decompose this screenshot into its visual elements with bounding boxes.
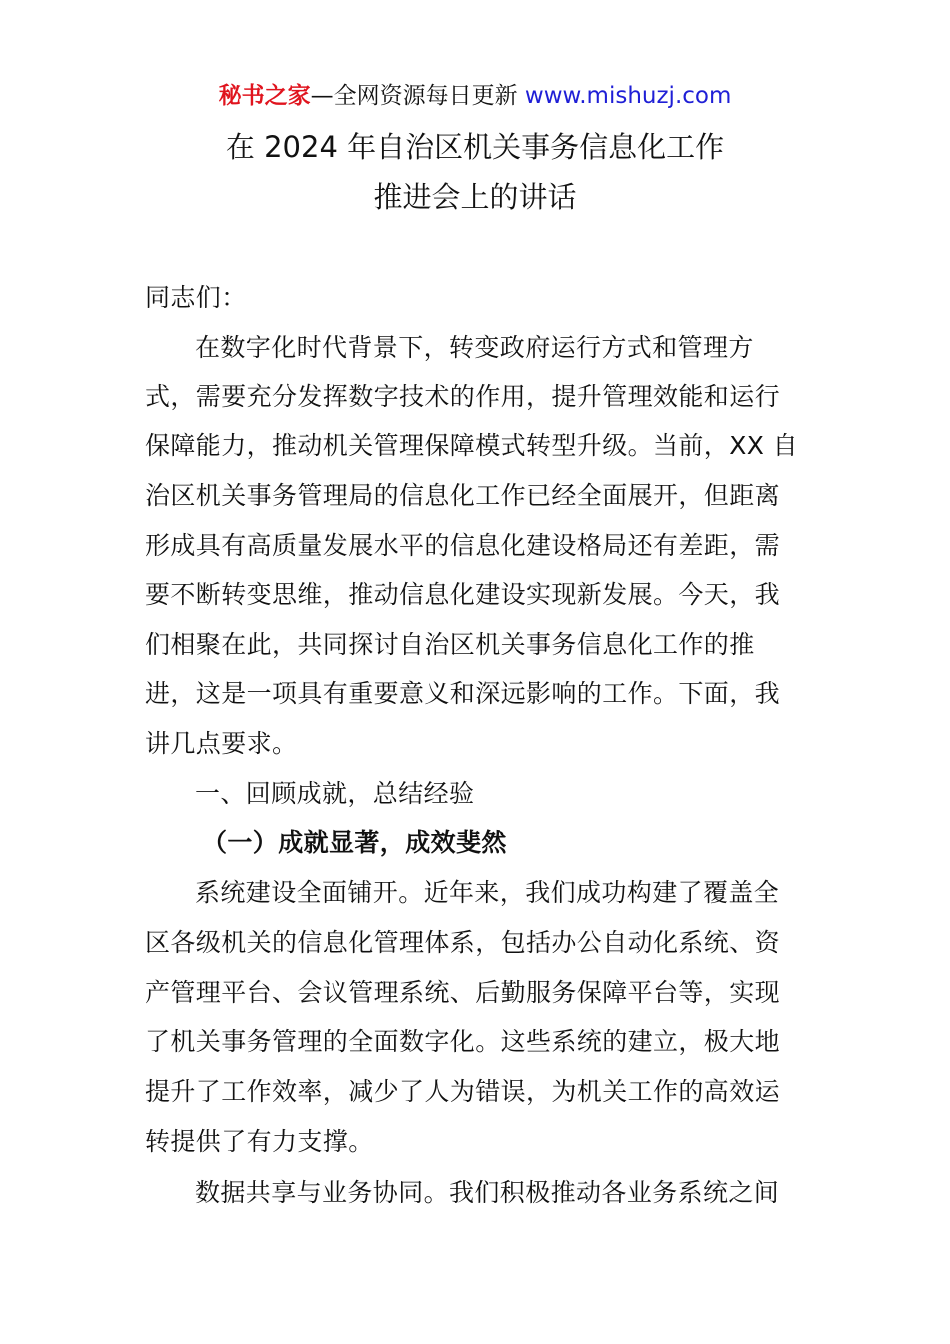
paragraph-line: 式，需要充分发挥数字技术的作用，提升管理效能和运行 bbox=[145, 382, 781, 411]
paragraph-line: 了机关事务管理的全面数字化。这些系统的建立，极大地 bbox=[145, 1027, 781, 1056]
paragraph-line: 们相聚在此，共同探讨自治区机关事务信息化工作的推 bbox=[145, 630, 755, 659]
paragraph-line: 产管理平台、会议管理系统、后勤服务保障平台等，实现 bbox=[145, 978, 781, 1007]
paragraph-line: 转提供了有力支撑。 bbox=[145, 1127, 374, 1156]
paragraph-line: 讲几点要求。 bbox=[145, 729, 298, 758]
document-title-line-2: 推进会上的讲话 bbox=[373, 180, 577, 214]
salutation: 同志们： bbox=[145, 283, 247, 312]
paragraph-line: 形成具有高质量发展水平的信息化建设格局还有差距，需 bbox=[145, 531, 781, 560]
brand-name: 秘书之家 bbox=[218, 83, 311, 109]
section-heading-2: （一）成就显著，成效斐然 bbox=[202, 828, 507, 857]
paragraph-line: 保障能力，推动机关管理保障模式转型升级。当前，XX 自 bbox=[145, 431, 799, 460]
document-title-line-1: 在 2024 年自治区机关事务信息化工作 bbox=[225, 130, 725, 164]
paragraph-line: 治区机关事务管理局的信息化工作已经全面展开，但距离 bbox=[145, 481, 781, 510]
paragraph-line: 区各级机关的信息化管理体系，包括办公自动化系统、资 bbox=[145, 928, 781, 957]
paragraph-line: 要不断转变思维，推动信息化建设实现新发展。今天，我 bbox=[145, 580, 781, 609]
paragraph-line: 系统建设全面铺开。近年来，我们成功构建了覆盖全 bbox=[195, 878, 780, 907]
paragraph-line: 在数字化时代背景下，转变政府运行方式和管理方 bbox=[195, 333, 754, 362]
paragraph-line: 进，这是一项具有重要意义和深远影响的工作。下面，我 bbox=[145, 679, 781, 708]
paragraph-line: 数据共享与业务协同。我们积极推动各业务系统之间 bbox=[195, 1178, 780, 1207]
paragraph-line: 提升了工作效率，减少了人为错误，为机关工作的高效运 bbox=[145, 1077, 781, 1106]
watermark-header bbox=[0, 80, 950, 112]
brand-tagline: —全网资源每日更新 bbox=[310, 83, 525, 109]
site-url-link[interactable]: www.mishuzj.com bbox=[524, 83, 732, 109]
section-heading-1: 一、回顾成就，总结经验 bbox=[195, 779, 475, 808]
